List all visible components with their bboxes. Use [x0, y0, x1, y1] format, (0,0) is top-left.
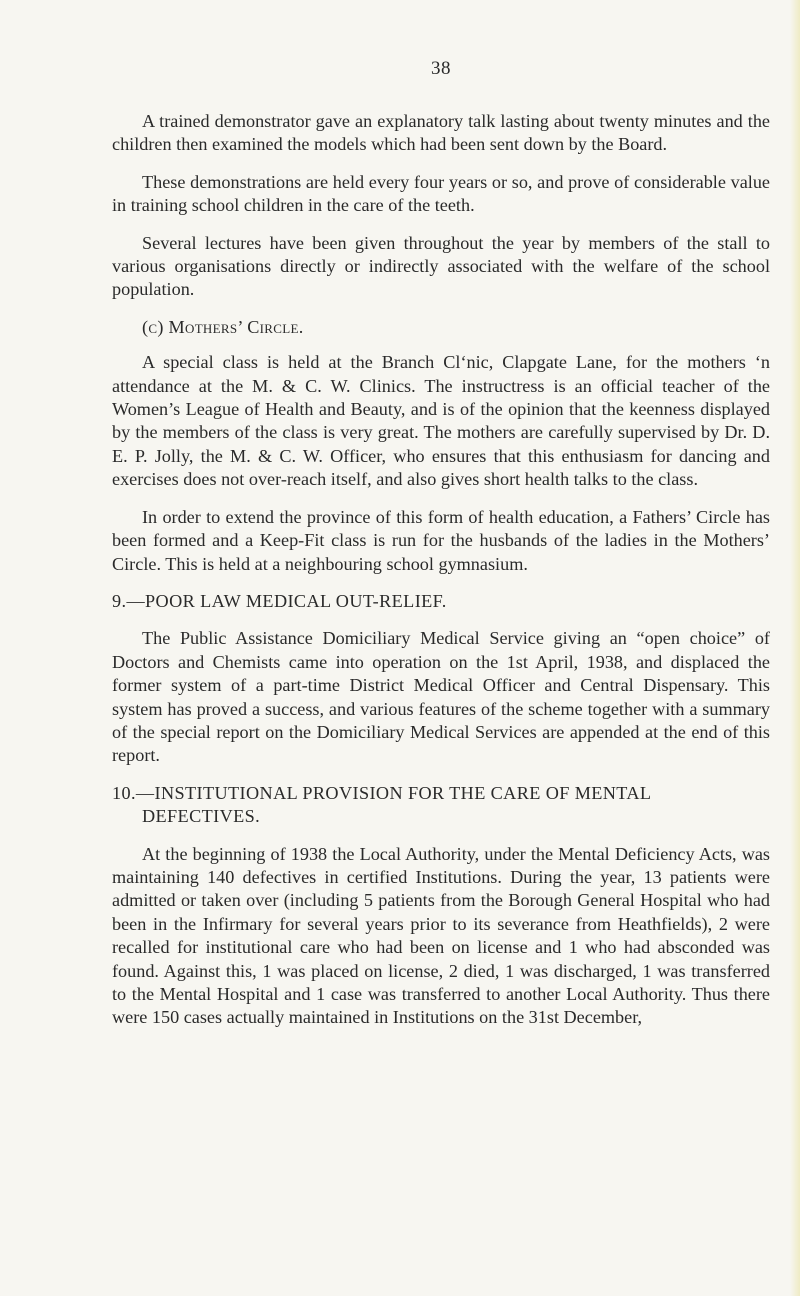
- paragraph-special-class: A special class is held at the Branch Cl‘nic, Clapgate Lane, for the mothers ‘n attendance at the M. & C. W. Clinics. The instructress is an official teacher of the Women’s League of Health and Beauty, and is of the opinion that the keenness displayed by the members of the class is very great. The mothers are carefully supervised by Dr. D. E. P. Jolly, the M. & C. W. Officer, who ensures that this enthusiasm for dancing and exercises does not over-reach itself, and also gives short health talks to the class.: [112, 352, 770, 490]
- paragraph-mental-deficiency: At the beginning of 1938 the Local Authority, under the Mental Deficiency Acts, was maintaining 140 defectives in certified Institutions. During the year, 13 patients were admitted or taken over (including 5 patients from the Borough General Hospital who had been in the Infirmary for several years prior to its severance from Heathfields), 2 were recalled for institutional care who had been on license and 1 who had absconded was found. Against this, 1 was placed on license, 2 died, 1 was discharged, 1 was transferred to the Mental Hospital and 1 case was transferred to another Local Authority. Thus there were 150 cases actually maintained in Institutions on the 31st December,: [112, 843, 770, 1028]
- page-number: 38: [431, 58, 451, 79]
- mothers-circle-heading: (c) Mothers’ Circle.: [142, 316, 304, 337]
- section-9-heading: 9.—POOR LAW MEDICAL OUT-RELIEF.: [112, 590, 447, 611]
- paragraph-demonstrations: These demonstrations are held every four years or so, and prove of considerable value in training school children in the care of the teeth.: [112, 171, 770, 216]
- paragraph-public-assistance: The Public Assistance Domiciliary Medical Service giving an “open choice” of Doctors and Chemists came into operation on the 1st April, 1938, and displaced the former system of a part-time District Medical Officer and Central Dispensary. This system has proved a success, and various features of the scheme together with a summary of the special report on the Domiciliary Medical Services are appended at the end of this report.: [112, 628, 770, 766]
- page-edge-shadow: [790, 0, 800, 1296]
- document-page: [112, 58, 770, 1044]
- paragraph-fathers-circle: In order to extend the province of this form of health education, a Fathers’ Circle has been formed and a Keep-Fit class is run for the husbands of the ladies in the Mothers’ Circle. This is held at a neighbouring school gymnasium.: [112, 506, 770, 574]
- paragraph-demonstrator: A trained demonstrator gave an explanatory talk lasting about twenty minutes and the children then examined the models which had been sent down by the Board.: [112, 111, 770, 155]
- paragraph-lectures: Several lectures have been given throughout the year by members of the stall to various organisations directly or indirectly associated with the welfare of the school population.: [112, 232, 770, 300]
- section-10-heading: 10.—INSTITUTIONAL PROVISION FOR THE CARE OF MENTAL DEFECTIVES.: [112, 782, 651, 827]
